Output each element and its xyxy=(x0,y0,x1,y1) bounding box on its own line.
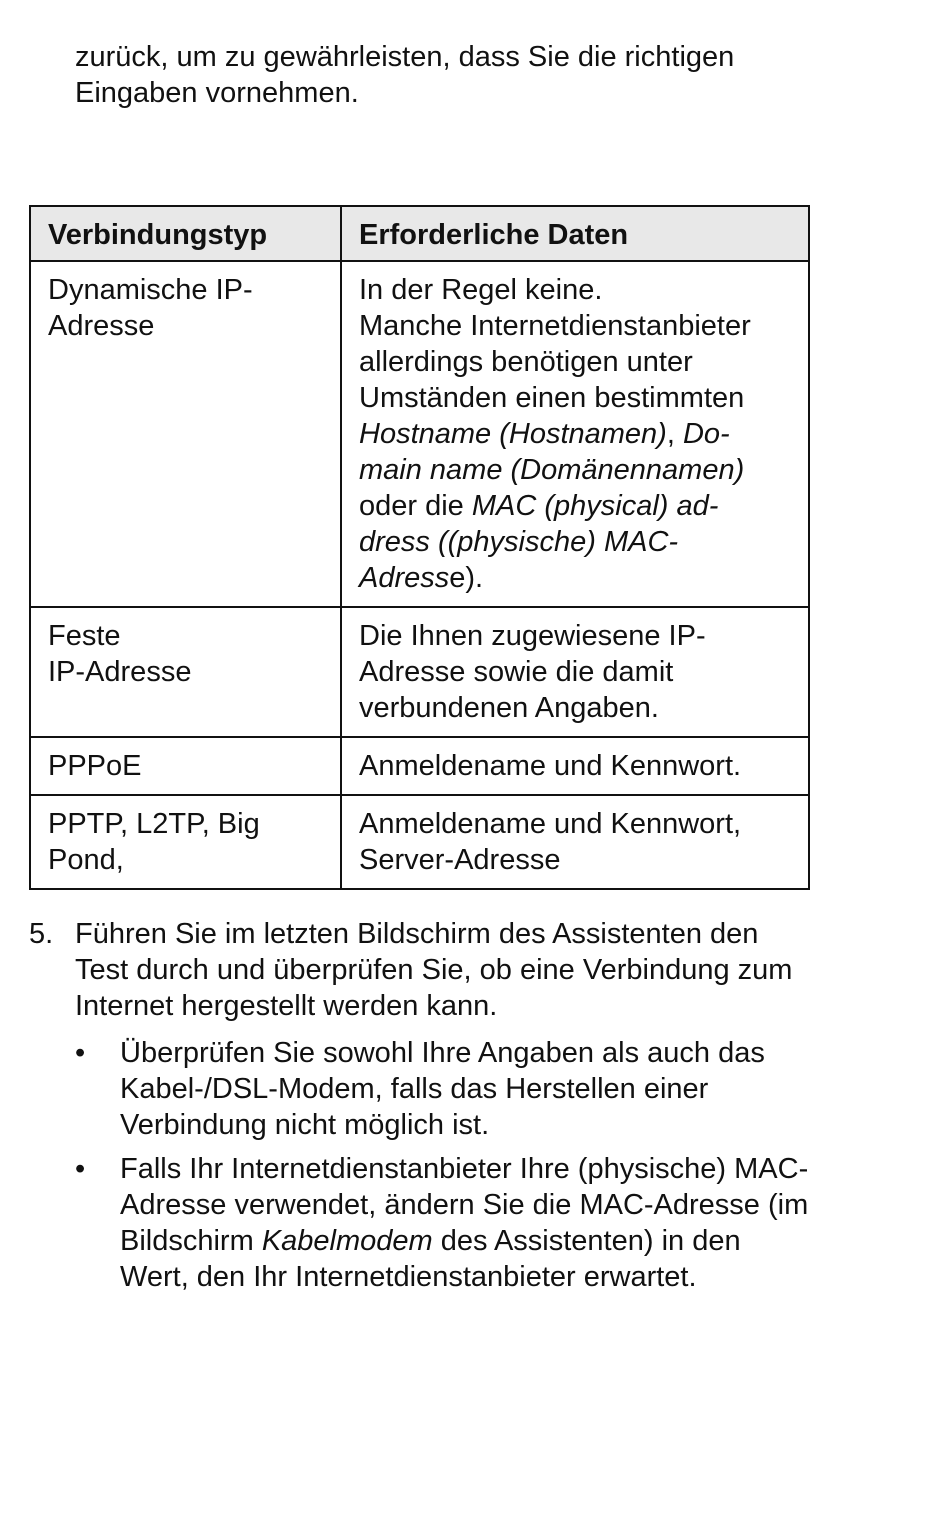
data-line xyxy=(359,488,808,524)
data-line: In der Regel keine. xyxy=(359,274,603,306)
bullet-line: Falls Ihr Internetdienstanbieter Ihre (physische) MAC- xyxy=(120,1153,809,1185)
step-line: Führen Sie im letzten Bildschirm des Assistenten den xyxy=(75,918,759,950)
bullet-list xyxy=(75,1035,905,1303)
data-line: Anmeldename und Kennwort. xyxy=(359,750,742,782)
hostname-term: Hostname (Hostnamen) xyxy=(359,418,667,450)
data-line: Umständen einen bestimmten xyxy=(359,382,745,414)
domain-term: Do- xyxy=(682,418,730,450)
data-line: Anmeldename und Kennwort, xyxy=(359,808,742,840)
table-row xyxy=(30,261,809,607)
bullet-icon: • xyxy=(75,1153,86,1185)
type-line: PPPoE xyxy=(48,750,142,782)
type-line: PPTP, L2TP, Big xyxy=(48,808,260,840)
type-line: Adresse xyxy=(48,310,155,342)
bullet-line: Überprüfen Sie sowohl Ihre Angaben als auch das xyxy=(120,1037,765,1069)
connection-type-table xyxy=(29,205,810,890)
intro-line: Eingaben vornehmen. xyxy=(75,77,359,109)
type-line: Dynamische IP- xyxy=(48,274,253,306)
data-line: verbundenen Angaben. xyxy=(359,692,659,724)
bullet-line: Verbindung nicht möglich ist. xyxy=(120,1109,490,1141)
table-row xyxy=(30,737,809,795)
data-line: Server-Adresse xyxy=(359,844,561,876)
step-number: 5. xyxy=(29,918,54,950)
data-cell xyxy=(341,607,809,737)
type-line: IP-Adresse xyxy=(48,656,192,688)
list-item xyxy=(75,1151,905,1295)
data-line: Adresse sowie die damit xyxy=(359,656,674,688)
table-row xyxy=(30,607,809,737)
type-cell xyxy=(30,261,341,607)
data-line xyxy=(359,416,808,452)
type-cell xyxy=(30,607,341,737)
mac-term-cont: dress ((physische) MAC- xyxy=(359,526,679,558)
text-fragment: e). xyxy=(449,562,484,594)
text-fragment: des Assistenten) in den xyxy=(432,1225,741,1257)
header-connection-type: Verbindungstyp xyxy=(30,206,341,261)
list-item xyxy=(75,1035,905,1143)
bullet-icon: • xyxy=(75,1037,86,1069)
bullet-line: Kabel-/DSL-Modem, falls das Herstellen einer xyxy=(120,1073,709,1105)
data-cell xyxy=(341,795,809,889)
step-line: Test durch und überprüfen Sie, ob eine Verbindung zum xyxy=(75,954,793,986)
mac-term-end: Adress xyxy=(359,562,450,594)
text-fragment: oder die xyxy=(359,490,472,522)
data-cell xyxy=(341,737,809,795)
bullet-line: Adresse verwendet, ändern Sie die MAC-Adresse (im xyxy=(120,1189,809,1221)
domain-term-cont: main name (Domänennamen) xyxy=(359,454,745,486)
data-cell xyxy=(341,261,809,607)
header-required-data: Erforderliche Daten xyxy=(341,206,809,261)
mac-term: MAC (physical) ad- xyxy=(471,490,719,522)
type-line: Pond, xyxy=(48,844,124,876)
separator: , xyxy=(666,418,683,450)
data-line xyxy=(359,452,808,488)
data-line xyxy=(359,560,808,596)
step-text xyxy=(75,916,905,1024)
data-line: allerdings benötigen unter xyxy=(359,346,693,378)
intro-line: zurück, um zu gewährleisten, dass Sie die richtigen xyxy=(75,41,735,73)
data-line: Manche Internetdienstanbieter xyxy=(359,310,751,342)
kabelmodem-term: Kabelmodem xyxy=(261,1225,433,1257)
data-line: Die Ihnen zugewiesene IP- xyxy=(359,620,706,652)
type-cell xyxy=(30,737,341,795)
type-line: Feste xyxy=(48,620,121,652)
data-line xyxy=(359,524,808,560)
bullet-line xyxy=(120,1223,905,1259)
table-row xyxy=(30,795,809,889)
step-line: Internet hergestellt werden kann. xyxy=(75,990,498,1022)
intro-paragraph xyxy=(75,39,905,111)
type-cell xyxy=(30,795,341,889)
table-header-row xyxy=(30,206,809,261)
text-fragment: Bildschirm xyxy=(120,1225,262,1257)
bullet-line: Wert, den Ihr Internetdienstanbieter erwartet. xyxy=(120,1261,697,1293)
